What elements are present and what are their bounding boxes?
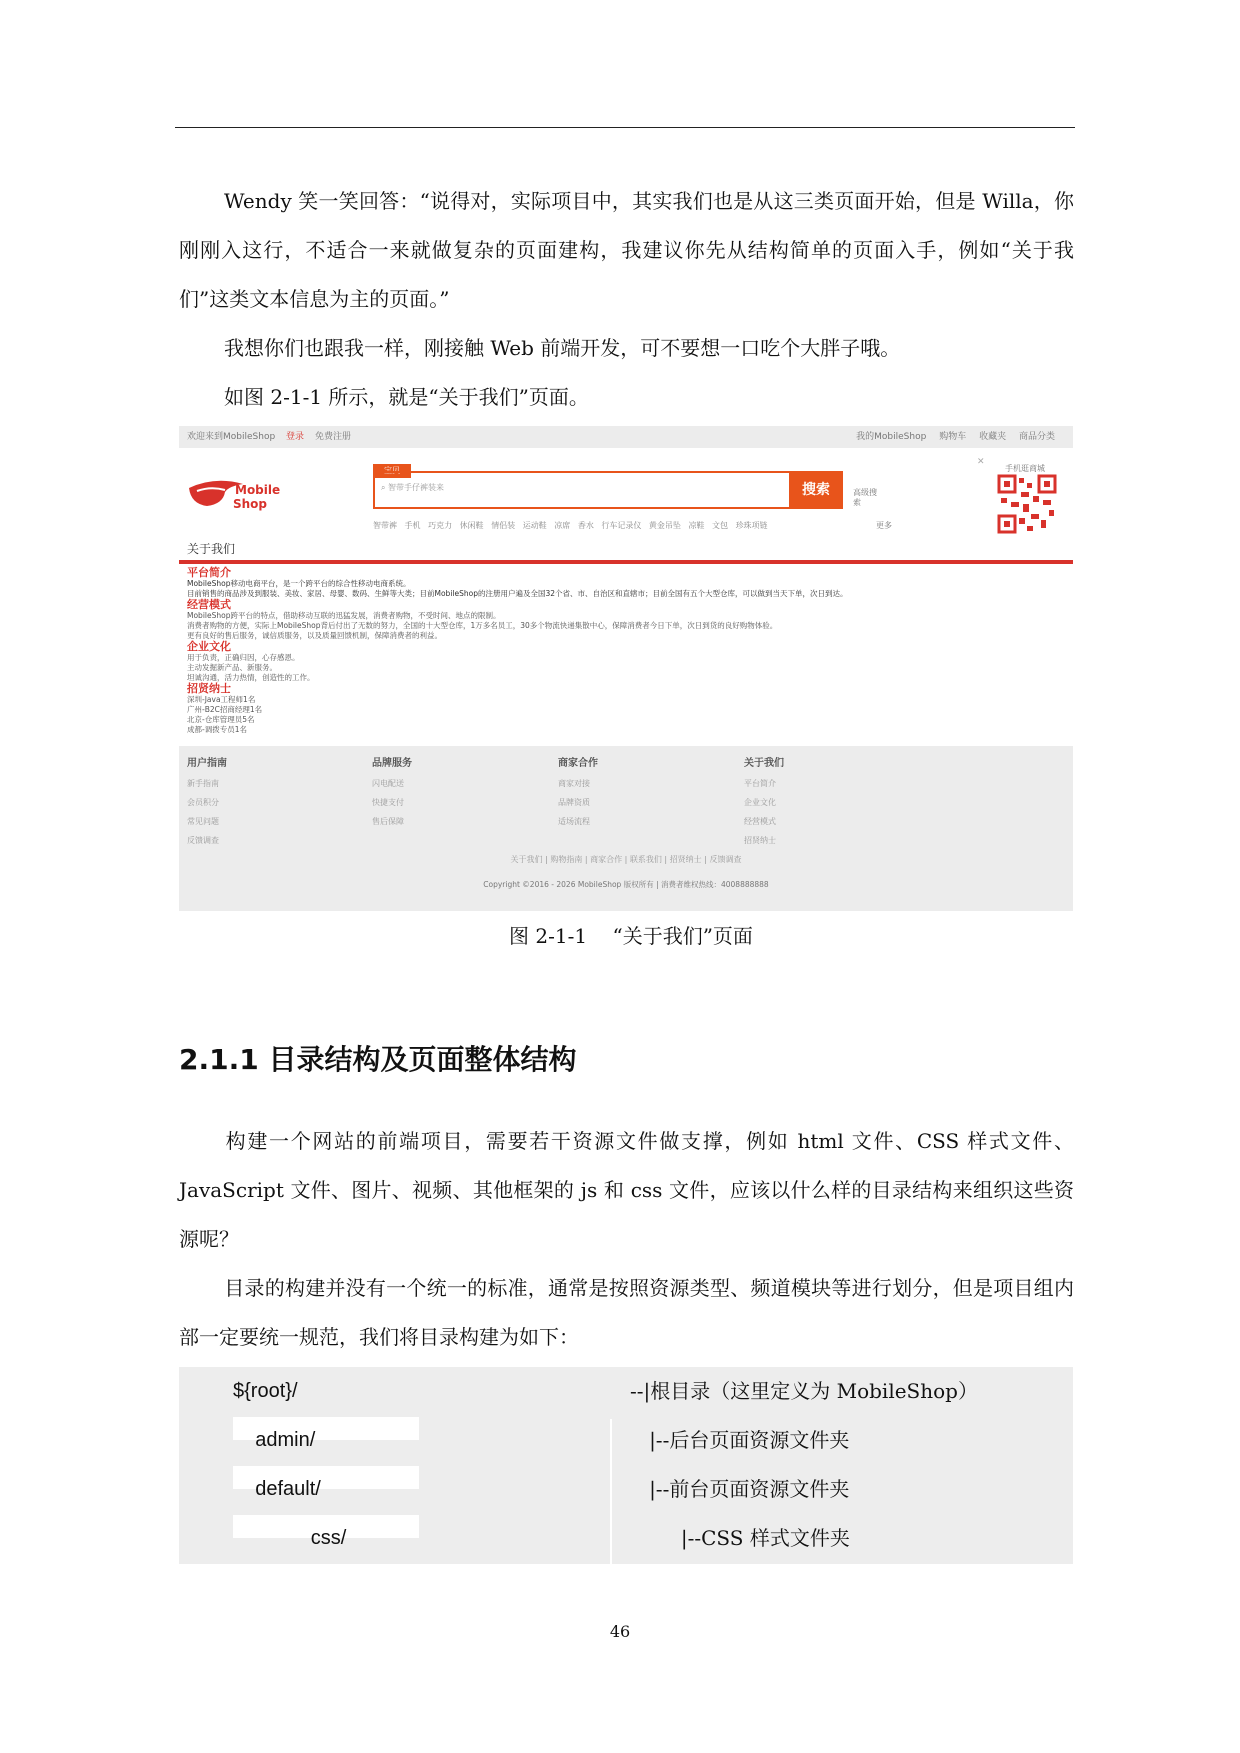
favorites-link[interactable]: 收藏夹 [979,432,1007,442]
section-title: 经营模式 [187,598,231,611]
section-line: 深圳-Java工程师1名 [187,695,256,704]
paragraph-dialogue: Wendy 笑一笑回答：“说得对，实际项目中，其实我们也是从这三类页面开始，但是 Willa，你刚刚入这行，不适合一来就做复杂的页面建构，我建议你先从结构简单的页面入手，例如“关于我们”这类文本信息为主的页面。” [179,189,1074,311]
section-line: 坦诚沟通，活力热情，创造性的工作。 [187,673,315,682]
page-number: 46 [609,1622,631,1641]
section-title: 平台简介 [187,566,231,579]
dir-path: css/ [233,1527,347,1549]
section-line: MobileShop移动电商平台，是一个跨平台的综合性移动电商系统。 [187,579,411,588]
hot-word[interactable]: 黄金吊坠 [648,521,681,530]
section-line: MobileShop跨平台的特点，借助移动互联的迅猛发展，消费者购物，不受时间、地点的限制。 [187,611,501,620]
footer-link[interactable]: 快捷支付 [372,798,404,807]
red-divider [179,560,1073,564]
copyright: Copyright ©2016 - 2026 MobileShop 版权所有 | 消费者维权热线：4008888888 [483,880,769,889]
footer-link[interactable]: 常见问题 [187,817,219,826]
header-rule [175,127,1075,128]
cart-link[interactable]: 购物车 [939,432,967,442]
footer-links[interactable]: 关于我们 | 购物指南 | 商家合作 | 联系我们 | 招贤纳士 | 反馈调查 [510,855,742,864]
login-link[interactable]: 登录 [286,432,305,442]
hot-word[interactable]: 运动鞋 [522,521,547,530]
welcome-text: 欢迎来到MobileShop [187,432,276,442]
footer-column-user-guide: 用户指南 新手指南 会员积分 常见问题 反馈调查 [187,756,227,850]
hot-word[interactable]: 巧克力 [428,521,453,530]
footer-column-business: 商家合作 商家对接 品牌资质 适场流程 [558,756,598,831]
section-title: 企业文化 [187,640,231,653]
search-input[interactable]: ⌕ 智带手仔裤装来 [381,483,445,492]
paragraph-directory: 目录的构建并没有一个统一的标准，通常是按照资源类型、频道模块等进行划分，但是项目组内部一定要统一规范，我们将目录构建为如下： [179,1276,1074,1349]
footer-link[interactable]: 闪电配送 [372,779,404,788]
search-icon: ⌕ [381,483,389,492]
about-us-screenshot [179,426,1073,911]
section-line: 更有良好的售后服务，诚信质服务，以及质量回馈机制，保障消费者的利益。 [187,631,442,640]
close-icon[interactable]: ✕ [977,457,985,467]
dir-path: default/ [233,1478,321,1500]
hot-word[interactable]: 珍珠项链 [735,521,768,530]
register-link[interactable]: 免费注册 [314,432,351,442]
search-button[interactable]: 搜索 [789,473,843,507]
dir-path: admin/ [233,1429,316,1451]
hot-word[interactable]: 行车记录仪 [601,521,642,530]
directory-table [179,1367,1073,1564]
section-line: 广州-B2C招商经理1名 [187,705,263,714]
dir-path: ${root}/ [233,1380,298,1402]
figure-caption: 图 2-1-1 “关于我们”页面 [509,924,753,948]
footer-link[interactable]: 新手指南 [187,779,219,788]
table-row [179,1367,1073,1416]
footer-link[interactable]: 会员积分 [187,798,219,807]
footer-link[interactable]: 反馈调查 [187,836,219,845]
table-row [179,1465,1073,1514]
dir-desc: |--前台页面资源文件夹 [630,1477,850,1501]
about-title: 关于我们 [187,542,236,556]
hot-word[interactable]: 情侣装 [491,521,516,530]
dir-desc: |--后台页面资源文件夹 [630,1428,850,1452]
section-heading: 2.1.1 目录结构及页面整体结构 [179,1043,577,1076]
paragraph-figure-ref: 如图 2-1-1 所示，就是“关于我们”页面。 [224,385,589,409]
mobileshop-logo[interactable] [185,474,295,520]
qr-title: 手机逛商城 [1005,464,1045,473]
footer-link[interactable]: 商家对接 [558,779,590,788]
categories-link[interactable]: 商品分类 [1018,432,1055,442]
section-line: 用于负责，正确归因，心存感恩。 [187,653,300,662]
about-content [187,567,1057,735]
more-link[interactable]: 更多 [876,521,892,530]
section-line: 主动发掘新产品、新服务。 [187,663,277,672]
footer-link[interactable]: 适场流程 [558,817,590,826]
section-line: 目前销售的商品涉及到服装、美妆、家居、母婴、数码、生鲜等大类；目前MobileShop的注册用户遍及全国32个省、市、自治区和直辖市；目前全国有五个大型仓库，可以做到当天下单，次日到达。 [187,589,848,598]
section-line: 北京-仓库管理员5名 [187,715,255,724]
footer-link[interactable]: 品牌资质 [558,798,590,807]
my-account-link[interactable]: 我的MobileShop [856,432,927,442]
hot-word[interactable]: 凉鞋 [688,521,705,530]
hot-word[interactable]: 凉席 [554,521,571,530]
section-line: 成都-调拨专员1名 [187,725,247,734]
footer-link[interactable]: 企业文化 [744,798,776,807]
advanced-search-link[interactable]: 高级搜索 [853,488,877,507]
paragraph-resources: 构建一个网站的前端项目，需要若干资源文件做支撑，例如 html 文件、CSS 样式文件、JavaScript 文件、图片、视频、其他框架的 js 和 css 文件，应该以什么样的目录结构来组织这些资源呢？ [179,1129,1074,1251]
dir-desc: --|根目录（这里定义为 MobileShop） [630,1379,978,1403]
paragraph-web-intro: 我想你们也跟我一样，刚接触 Web 前端开发，可不要想一口吃个大胖子哦。 [224,336,901,360]
logo-text-shop: Shop [233,497,268,511]
logo-text-mobile: Mobile [235,483,281,497]
dir-desc: |--CSS 样式文件夹 [630,1526,850,1550]
hot-word[interactable]: 文包 [712,521,729,530]
hot-words [373,520,773,531]
footer-link[interactable]: 经营模式 [744,817,776,826]
section-title: 招贤纳士 [187,682,231,695]
hot-word[interactable]: 手机 [404,521,421,530]
table-row [179,1416,1073,1465]
footer-link[interactable]: 售后保障 [372,817,404,826]
footer-column-about: 关于我们 平台简介 企业文化 经营模式 招贤纳士 [744,756,784,850]
footer-column-brand-service: 品牌服务 闪电配送 快捷支付 售后保障 [372,756,412,831]
footer-link[interactable]: 平台简介 [744,779,776,788]
search-tab-products[interactable]: 宝贝 [373,464,411,478]
qr-code-icon [997,474,1057,534]
hot-word[interactable]: 休闲鞋 [459,521,484,530]
section-line: 消费者购物的方便，实际上MobileShop背后付出了无数的努力，全国的十大型仓库，1万多名员工，30多个物流快递集散中心，保障消费者今日下单，次日到货的良好购物体验。 [187,621,778,630]
site-topbar [179,426,1073,448]
hot-word[interactable]: 香水 [577,521,594,530]
site-footer [179,746,1073,911]
hot-word[interactable]: 智带裤 [373,521,397,530]
table-row [179,1514,1073,1563]
footer-link[interactable]: 招贤纳士 [744,836,776,845]
